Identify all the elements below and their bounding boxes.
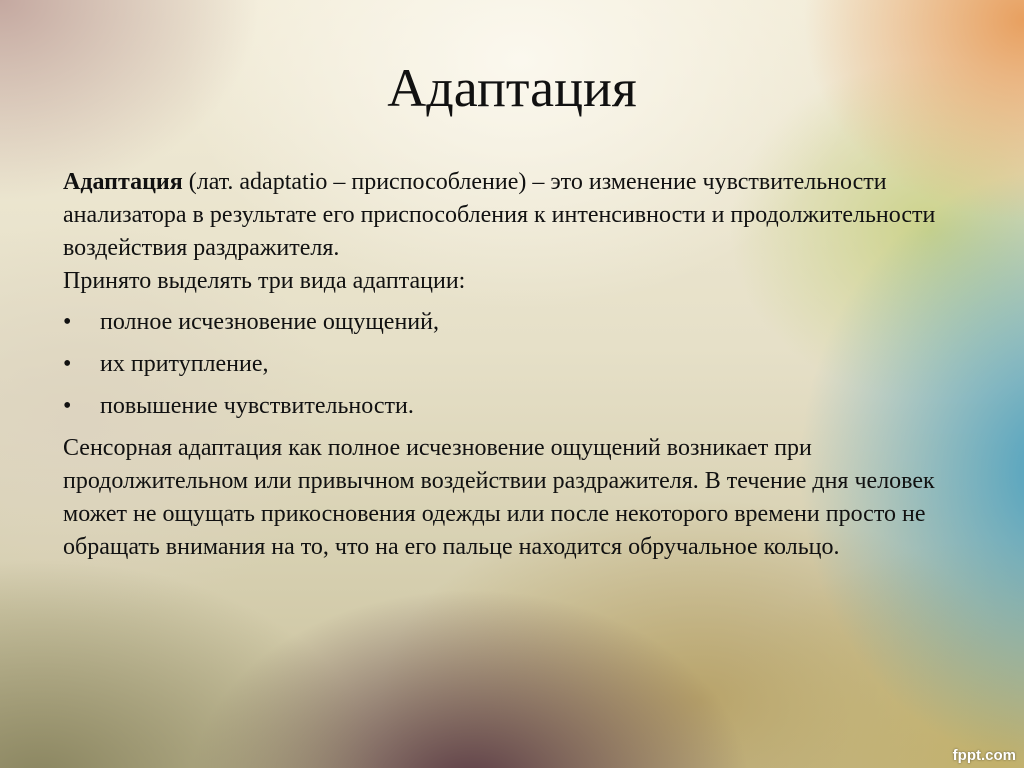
bullet-icon: • (63, 393, 72, 419)
list-item (63, 348, 963, 381)
list-item (63, 306, 963, 339)
definition-term: Адаптация (63, 169, 183, 195)
list-item (63, 390, 963, 423)
slide-body (63, 166, 963, 564)
adaptation-types-list (63, 306, 963, 423)
bullet-icon: • (63, 309, 72, 335)
list-item-text: повышение чувствительности. (100, 393, 414, 419)
definition-paragraph (63, 166, 963, 265)
list-item-text: их притупление, (100, 351, 269, 377)
bullet-icon: • (63, 351, 72, 377)
definition-text: (лат. adaptatio – приспособление) – это изменение чувствительности анализатора в результате его приспособления к интенсивности и продолжительности воздействия раздражителя. (63, 169, 936, 261)
conclusion-paragraph: Сенсорная адаптация как полное исчезновение ощущений возникает при продолжительном или привычном воздействии раздражителя. В течение дня человек может не ощущать прикосновения одежды или после некоторого времени просто не обращать внимания на то, что на его пальце находится обручальное кольцо. (63, 435, 935, 560)
intro-paragraph: Принято выделять три вида адаптации: (63, 268, 466, 294)
slide-title: Адаптация (387, 58, 637, 118)
list-item-text: полное исчезновение ощущений, (100, 309, 439, 335)
watermark: fppt.com (952, 747, 1016, 764)
